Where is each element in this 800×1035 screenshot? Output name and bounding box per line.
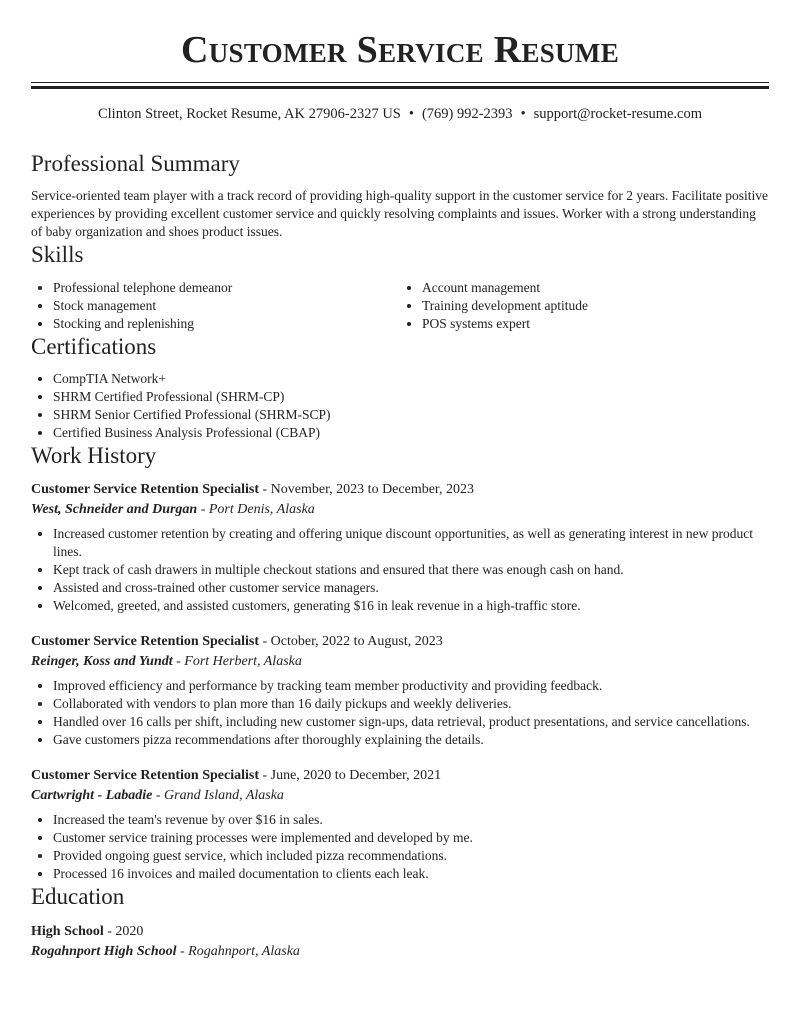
employer-line bbox=[31, 652, 769, 672]
job-bullets bbox=[31, 811, 769, 883]
employer-name: Cartwright - Labadie bbox=[31, 788, 153, 803]
job-entry bbox=[31, 766, 769, 883]
degree-line bbox=[31, 922, 769, 942]
job-title-line bbox=[31, 766, 769, 786]
skill-item: • Account management bbox=[422, 279, 769, 297]
job-bullets bbox=[31, 525, 769, 615]
skill-item: • Professional telephone demeanor bbox=[53, 279, 400, 297]
skills-column-right bbox=[400, 279, 769, 333]
school-location: - Rogahnport, Alaska bbox=[176, 944, 300, 959]
skills-list bbox=[31, 279, 769, 333]
certification-item: • SHRM Certified Professional (SHRM-CP) bbox=[53, 388, 769, 406]
employer-location: - Fort Herbert, Alaska bbox=[172, 654, 302, 669]
job-dates: - October, 2022 to August, 2023 bbox=[258, 634, 443, 649]
job-bullet: • Increased customer retention by creating and offering unique discount opportunities, as well as generating interest in new product lines. bbox=[53, 525, 769, 561]
job-title-line bbox=[31, 480, 769, 500]
certification-item: • CompTIA Network+ bbox=[53, 370, 769, 388]
job-bullet: • Processed 16 invoices and mailed documentation to clients each leak. bbox=[53, 865, 769, 883]
contact-separator: • bbox=[408, 106, 414, 122]
job-title: Customer Service Retention Specialist bbox=[31, 634, 259, 649]
job-entry bbox=[31, 632, 769, 749]
summary-heading: Professional Summary bbox=[31, 151, 240, 176]
job-bullets bbox=[31, 677, 769, 749]
skill-item: • Stock management bbox=[53, 297, 400, 315]
contact-email: support@rocket-resume.com bbox=[533, 106, 703, 122]
school-name: Rogahnport High School bbox=[31, 944, 177, 959]
job-bullet: • Increased the team's revenue by over $16 in sales. bbox=[53, 811, 769, 829]
job-bullet: • Collaborated with vendors to plan more than 16 daily pickups and weekly deliveries. bbox=[53, 695, 769, 713]
degree-year: - 2020 bbox=[103, 924, 144, 939]
job-bullet: • Gave customers pizza recommendations after thoroughly explaining the details. bbox=[53, 731, 769, 749]
job-dates: - November, 2023 to December, 2023 bbox=[258, 482, 475, 497]
employer-location: - Grand Island, Alaska bbox=[152, 788, 284, 803]
job-bullet: • Welcomed, greeted, and assisted customers, generating $16 in leak revenue in a high-traffic store. bbox=[53, 597, 769, 615]
job-bullet: • Improved efficiency and performance by tracking team member productivity and providing feedback. bbox=[53, 677, 769, 695]
education-heading: Education bbox=[31, 884, 125, 909]
work-history-heading: Work History bbox=[31, 443, 157, 468]
contact-phone: (769) 992-2393 bbox=[421, 106, 513, 122]
job-title: Customer Service Retention Specialist bbox=[31, 768, 259, 783]
job-dates: - June, 2020 to December, 2021 bbox=[258, 768, 442, 783]
job-bullet: • Kept track of cash drawers in multiple checkout stations and ensured that there was enough cash on hand. bbox=[53, 561, 769, 579]
employer-line bbox=[31, 500, 769, 520]
skills-column-left bbox=[31, 279, 400, 333]
employer-name: Reinger, Koss and Yundt bbox=[31, 654, 173, 669]
job-entry bbox=[31, 480, 769, 615]
skill-item: • POS systems expert bbox=[422, 315, 769, 333]
education-entry bbox=[31, 922, 769, 962]
certification-item: • Certified Business Analysis Professional (CBAP) bbox=[53, 424, 769, 442]
contact-address: Clinton Street, Rocket Resume, AK 27906-2327 US bbox=[97, 106, 401, 122]
employer-name: West, Schneider and Durgan bbox=[31, 502, 198, 517]
job-bullet: • Assisted and cross-trained other customer service managers. bbox=[53, 579, 769, 597]
employer-location: - Port Denis, Alaska bbox=[197, 502, 315, 517]
title-divider-thick bbox=[31, 86, 769, 89]
skill-item: • Stocking and replenishing bbox=[53, 315, 400, 333]
certifications-heading: Certifications bbox=[31, 334, 157, 359]
degree-name: High School bbox=[31, 924, 104, 939]
contact-separator: • bbox=[520, 106, 526, 122]
skill-item: • Training development aptitude bbox=[422, 297, 769, 315]
job-title: Customer Service Retention Specialist bbox=[31, 482, 259, 497]
contact-line bbox=[31, 105, 769, 123]
title-divider-thin bbox=[31, 82, 769, 83]
summary-text: Service-oriented team player with a track record of providing high-quality support in the customer service for 2 years. Facilitate positive experiences by providing excellent customer service and quickly resolving complaints and issues. Worker with a strong understanding of baby organization and shoes product issues. bbox=[31, 188, 769, 239]
certification-item: • SHRM Senior Certified Professional (SHRM-SCP) bbox=[53, 406, 769, 424]
skills-heading: Skills bbox=[31, 242, 84, 267]
employer-line bbox=[31, 786, 769, 806]
job-bullet: • Customer service training processes were implemented and developed by me. bbox=[53, 829, 769, 847]
school-line bbox=[31, 942, 769, 962]
resume-title: Customer Service Resume bbox=[180, 29, 620, 71]
job-bullet: • Handled over 16 calls per shift, including new customer sign-ups, data retrieval, product presentations, and service cancellations. bbox=[53, 713, 769, 731]
certifications-list bbox=[31, 370, 769, 442]
job-bullet: • Provided ongoing guest service, which included pizza recommendations. bbox=[53, 847, 769, 865]
job-title-line bbox=[31, 632, 769, 652]
